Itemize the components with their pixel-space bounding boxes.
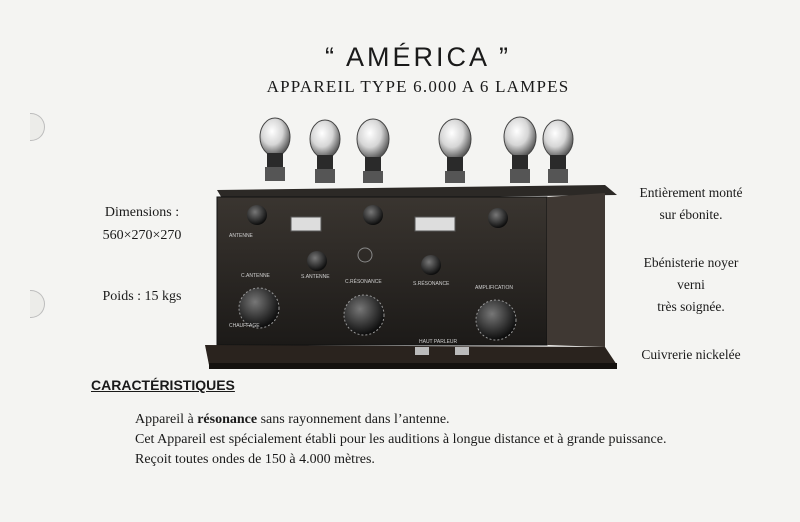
feature-line: Cuivrerie nickelée: [641, 347, 741, 362]
characteristic-line: [135, 412, 450, 428]
characteristics-heading: CARACTÉRISTIQUES: [91, 377, 235, 393]
panel-label-s-antenne: S.ANTENNE: [301, 274, 330, 280]
feature-line: sur ébonite.: [659, 207, 723, 222]
weight-text: Poids : 15 kgs: [102, 289, 182, 304]
panel-label-c-resonance: C.RÉSONANCE: [345, 279, 382, 285]
vacuum-tubes: [260, 117, 573, 183]
characteristic-text: sans rayonnement dans l’antenne.: [257, 412, 450, 427]
characteristic-line: Cet Appareil est spécialement établi pour les auditions à longue distance et à grande puissance.: [135, 432, 667, 447]
characteristic-emphasis: résonance: [197, 412, 258, 427]
dimensions-label: Dimensions :: [104, 205, 180, 220]
radio-photo: [205, 115, 625, 395]
panel-label-chauffage: CHAUFFAGE: [229, 323, 260, 329]
panel-label-amplification: AMPLIFICATION: [475, 285, 513, 291]
characteristic-text: Appareil à: [135, 412, 198, 427]
punch-hole: [30, 113, 45, 141]
characteristic-line: Reçoit toutes ondes de 150 à 4.000 mètres.: [135, 452, 375, 467]
panel-label-s-resonance: S.RÉSONANCE: [413, 281, 450, 287]
panel-label-c-antenne: C.ANTENNE: [241, 273, 270, 279]
feature-line: Ebénisterie noyer: [643, 255, 739, 270]
page-subtitle: APPAREIL TYPE 6.000 A 6 LAMPES: [266, 77, 570, 96]
punch-hole: [30, 290, 45, 318]
feature-line: Entièrement monté: [639, 185, 743, 200]
feature-line: très soignée.: [657, 299, 725, 314]
panel-label-antenne: ANTENNE: [229, 233, 253, 239]
dimensions-value: 560×270×270: [102, 228, 182, 243]
feature-line: verni: [677, 277, 705, 292]
page-title: “ AMÉRICA ”: [324, 42, 512, 72]
panel-label-haut-parleur: HAUT PARLEUR: [419, 339, 458, 345]
